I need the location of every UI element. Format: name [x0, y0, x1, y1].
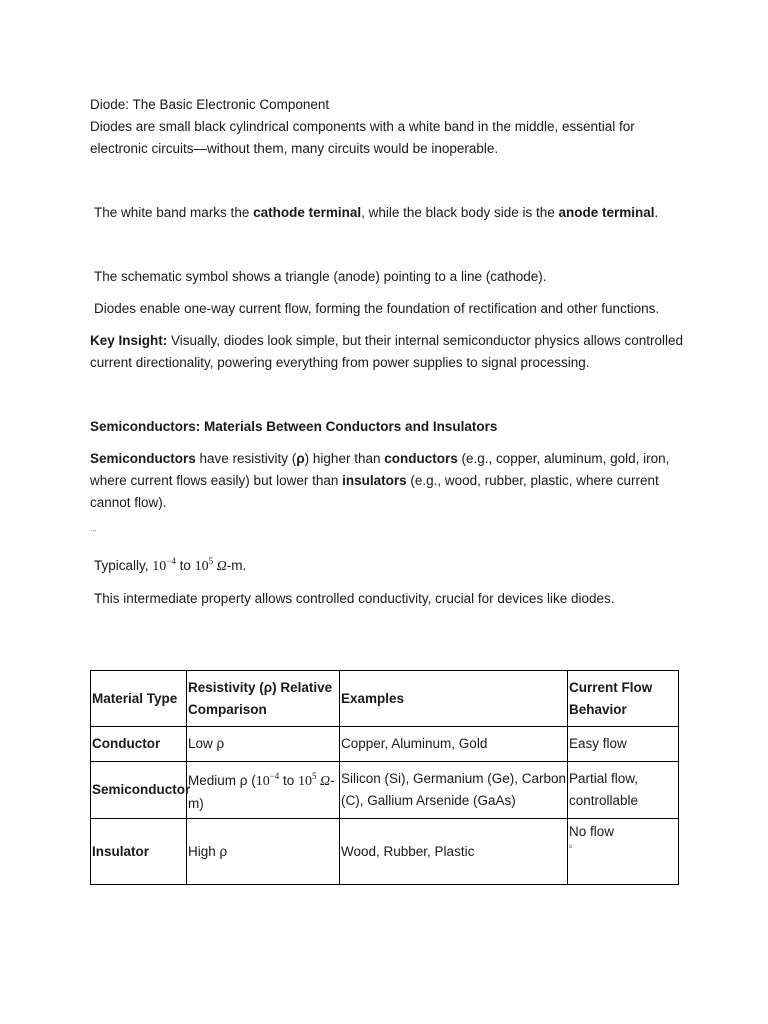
rho-symbol: ρ	[296, 451, 305, 466]
cell-resistivity: High ρ	[187, 819, 340, 885]
table-row	[91, 762, 679, 819]
cell-flow: Partial flow, controllable	[568, 762, 679, 819]
table-row	[91, 819, 679, 885]
oneway-paragraph: Diodes enable one-way current flow, forming the foundation of rectification and other functions.	[94, 301, 660, 316]
semiconductors-paragraph	[90, 448, 690, 514]
semi-text-4: (e.g., wood, rubber, plastic, where current cannot flow).	[90, 473, 659, 510]
cell-resistivity: Low ρ	[187, 727, 340, 762]
cell-type: Conductor	[91, 727, 187, 762]
typical-text-1: Typically,	[94, 558, 153, 573]
cell-examples: Copper, Aluminum, Gold	[340, 727, 568, 762]
typical-paragraph	[90, 550, 690, 578]
materials-table	[90, 670, 679, 885]
doc-title: Diode: The Basic Electronic Component	[90, 97, 330, 112]
band-paragraph	[90, 202, 690, 224]
semiconductors-heading: Semiconductors: Materials Between Conductors and Insulators	[90, 419, 498, 434]
typical-math-2: $10^5$ Ω	[194, 556, 227, 574]
table-row	[91, 727, 679, 762]
header-current-flow: Current Flow Behavior	[568, 671, 679, 727]
ellipsis-mark: ...	[90, 524, 97, 533]
header-material-type: Material Type	[91, 671, 187, 727]
typical-text-3: -m.	[226, 558, 247, 573]
cell-examples: Silicon (Si), Germanium (Ge), Carbon (C), Gallium Arsenide (GaAs)	[340, 762, 568, 819]
semi-text-1: have resistivity (	[195, 451, 297, 466]
cell-resistivity: Medium ρ ($10^{-4}$ to $10^5$ Ω-m)	[187, 762, 340, 819]
semi-text-3: (e.g., copper, aluminum, gold, iron, where current flows easily) but lower than	[90, 451, 670, 488]
band-text-1: The white band marks the	[94, 205, 254, 220]
cell-type: Insulator	[91, 819, 187, 885]
insight-text: Visually, diodes look simple, but their internal semiconductor physics allows controlled current directionality, powering everything from power supplies to signal processing.	[90, 333, 684, 370]
cell-type: Semiconductor	[91, 762, 187, 819]
insight-label: Key Insight:	[90, 333, 168, 348]
cell-flow: No flow s	[568, 819, 679, 885]
symbol-paragraph: The schematic symbol shows a triangle (anode) pointing to a line (cathode).	[94, 269, 547, 284]
anode-term: anode terminal	[558, 205, 655, 220]
cell-mark: s	[569, 844, 572, 850]
intermediate-paragraph: This intermediate property allows controlled conductivity, crucial for devices like diodes.	[94, 591, 615, 606]
semi-text-2: ) higher than	[304, 451, 385, 466]
conductors-term: conductors	[384, 451, 458, 466]
header-resistivity: Resistivity (ρ) Relative Comparison	[187, 671, 340, 727]
cell-examples: Wood, Rubber, Plastic	[340, 819, 568, 885]
table-header-row	[91, 671, 679, 727]
intro-paragraph: Diodes are small black cylindrical components with a white band in the middle, essential for electronic circuits—without them, many circuits would be inoperable.	[90, 119, 635, 156]
document-body	[90, 94, 690, 610]
insight-paragraph	[90, 330, 690, 374]
band-text-3: .	[654, 205, 659, 220]
insulators-term: insulators	[342, 473, 407, 488]
semiconductors-term: Semiconductors	[90, 451, 196, 466]
cathode-term: cathode terminal	[253, 205, 362, 220]
typical-math-1: $10^{-4}$	[152, 556, 176, 574]
header-examples: Examples	[340, 671, 568, 727]
typical-text-2: to	[175, 558, 195, 573]
band-text-2: , while the black body side is the	[361, 205, 559, 220]
cell-flow: Easy flow	[568, 727, 679, 762]
